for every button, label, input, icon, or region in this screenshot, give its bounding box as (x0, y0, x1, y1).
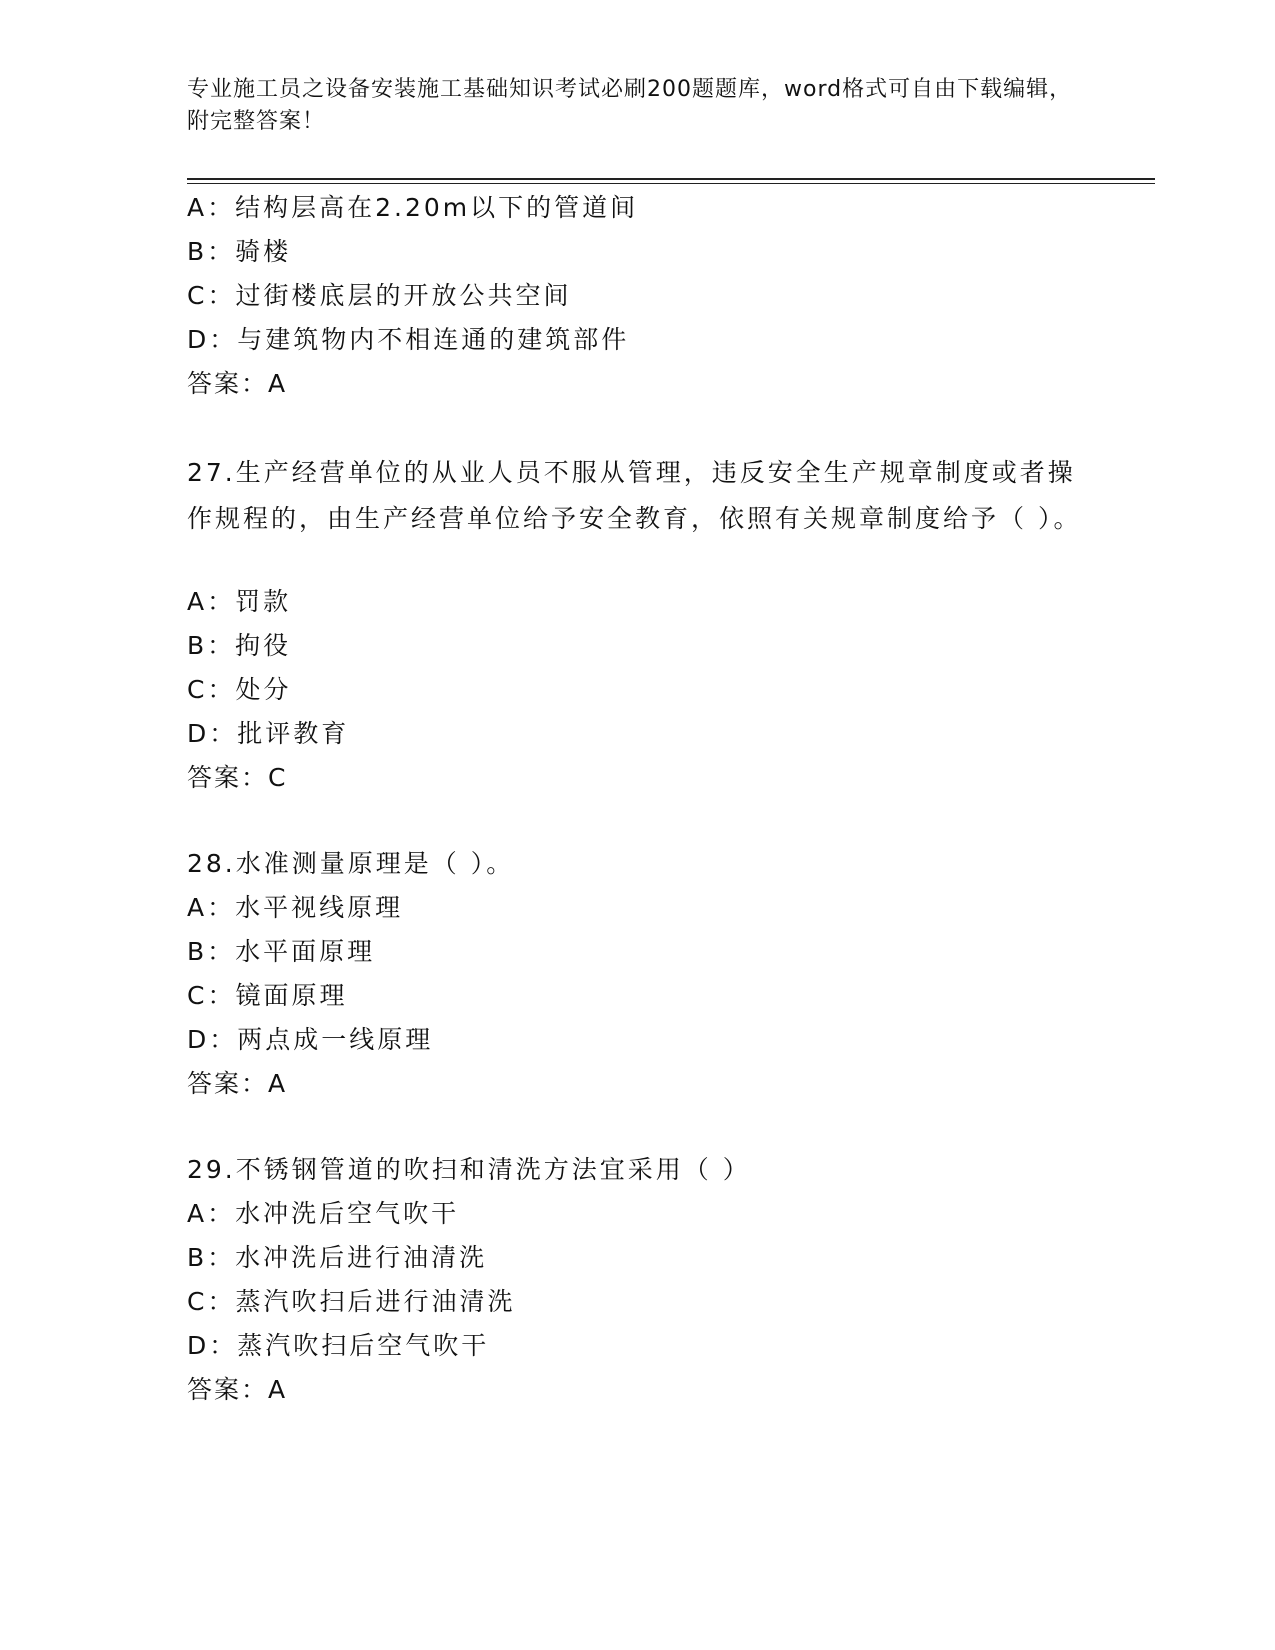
option-b: B：水冲洗后进行油清洗 (187, 1243, 488, 1272)
option-c: C：镜面原理 (187, 981, 348, 1010)
answer: 答案：C (187, 763, 288, 792)
option-a: A：结构层高在2.20m以下的管道间 (187, 193, 639, 222)
option-d: D：两点成一线原理 (187, 1025, 434, 1054)
option-d: D：批评教育 (187, 719, 350, 748)
option-b: B：骑楼 (187, 237, 292, 266)
question-text: 27.生产经营单位的从业人员不服从管理，违反安全生产规章制度或者操作规程的，由生产经营单位给予安全教育，依照有关规章制度给予（ ）。 (187, 458, 1082, 533)
option-c: C：过街楼底层的开放公共空间 (187, 281, 572, 310)
answer: 答案：A (187, 369, 288, 398)
option-d: D：与建筑物内不相连通的建筑部件 (187, 325, 630, 354)
option-c: C：处分 (187, 675, 292, 704)
question-text: 29.不锈钢管道的吹扫和清洗方法宜采用（ ） (187, 1155, 751, 1184)
page-header: 专业施工员之设备安装施工基础知识考试必刷200题题库，word格式可自由下载编辑，附完整答案！ (187, 77, 1073, 134)
option-a: A：水冲洗后空气吹干 (187, 1199, 460, 1228)
option-a: A：罚款 (187, 587, 292, 616)
answer: 答案：A (187, 1375, 288, 1404)
option-d: D：蒸汽吹扫后空气吹干 (187, 1331, 490, 1360)
header-divider-thick (187, 178, 1155, 180)
question-text: 28.水准测量原理是（ ）。 (187, 849, 515, 878)
answer: 答案：A (187, 1069, 288, 1098)
option-a: A：水平视线原理 (187, 893, 404, 922)
option-b: B：拘役 (187, 631, 292, 660)
header-divider-thin (187, 183, 1155, 184)
option-b: B：水平面原理 (187, 937, 376, 966)
option-c: C：蒸汽吹扫后进行油清洗 (187, 1287, 516, 1316)
